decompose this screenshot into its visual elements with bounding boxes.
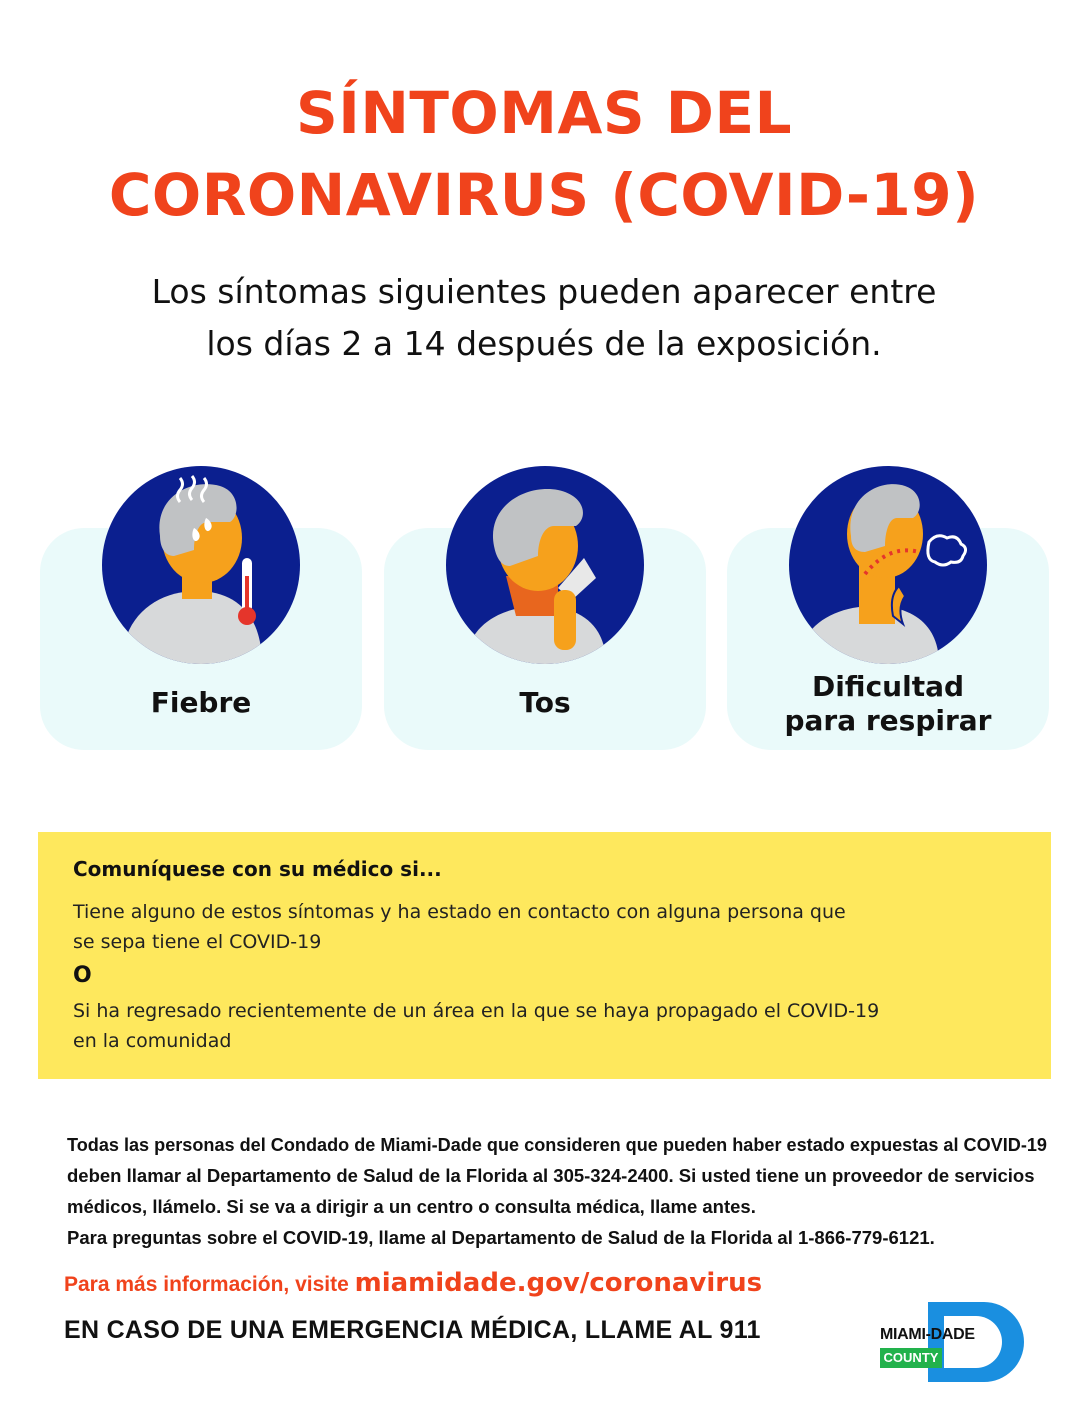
symptom-label-breathing-line1: Dificultad (811, 670, 965, 703)
logo-name: MIAMI-DADE (880, 1326, 975, 1343)
miami-dade-county-logo (878, 1302, 1024, 1382)
covid-hotline-phone-link[interactable]: 1-866-779-6121 (797, 1227, 930, 1248)
notice-line2 (67, 1160, 1047, 1191)
or-separator: O (73, 963, 92, 988)
cough-person-tissue-icon (446, 466, 644, 664)
logo-county-badge: COUNTY (880, 1348, 942, 1368)
poster-subtitle-line2: los días 2 a 14 después de la exposición. (206, 324, 882, 363)
fever-person-thermometer-icon (102, 466, 300, 664)
emergency-notice: EN CASO DE UNA EMERGENCIA MÉDICA, LLAME AL 911 (64, 1316, 761, 1344)
poster-subtitle-line1: Los síntomas siguientes pueden aparecer entre (151, 272, 937, 311)
notice-line4-text: Para preguntas sobre el COVID-19, llame al Departamento de Salud de la Florida al (67, 1227, 798, 1248)
notice-line2-text: deben llamar al Departamento de Salud de la Florida al (67, 1165, 554, 1186)
notice-line1: Todas las personas del Condado de Miami-Dade que consideren que pueden haber estado expuestas al COVID-19 (67, 1134, 1047, 1155)
notice-line4-end: . (929, 1227, 935, 1248)
condition2-line1: Si ha regresado recientemente de un área en la que se haya propagado el COVID-19 (73, 1000, 880, 1022)
coronavirus-website-link[interactable]: miamidade.gov/coronavirus (354, 1268, 763, 1298)
more-info-lead: Para más información, visite (64, 1273, 355, 1296)
poster-title (0, 72, 1088, 236)
contact-doctor-heading: Comuníquese con su médico si... (73, 857, 442, 881)
poster-title-line1: SÍNTOMAS DEL (295, 79, 793, 147)
notice-line2-end: . Si usted tiene un proveedor de servicios (668, 1165, 1035, 1186)
breathing-difficulty-person-icon (789, 466, 987, 664)
exposure-notice (67, 1129, 1047, 1253)
condition1-line1: Tiene alguno de estos síntomas y ha estado en contacto con alguna persona que (73, 901, 846, 923)
symptom-label-fever: Fiebre (150, 686, 252, 719)
symptom-label-cough: Tos (519, 686, 571, 719)
health-dept-phone-link[interactable]: 305-324-2400 (553, 1165, 669, 1186)
more-info-line (64, 1268, 762, 1298)
notice-line4 (67, 1222, 1047, 1253)
symptom-label-breathing (727, 670, 1049, 738)
notice-line3: médicos, llámelo. Si se va a dirigir a un centro o consulta médica, llame antes. (67, 1196, 756, 1217)
poster-subtitle (0, 266, 1088, 370)
condition1-line2: se sepa tiene el COVID-19 (73, 931, 322, 953)
symptom-label-breathing-line2: para respirar (784, 704, 992, 737)
poster-title-line2: CORONAVIRUS (COVID-19) (108, 161, 980, 229)
condition2-line2: en la comunidad (73, 1030, 232, 1052)
